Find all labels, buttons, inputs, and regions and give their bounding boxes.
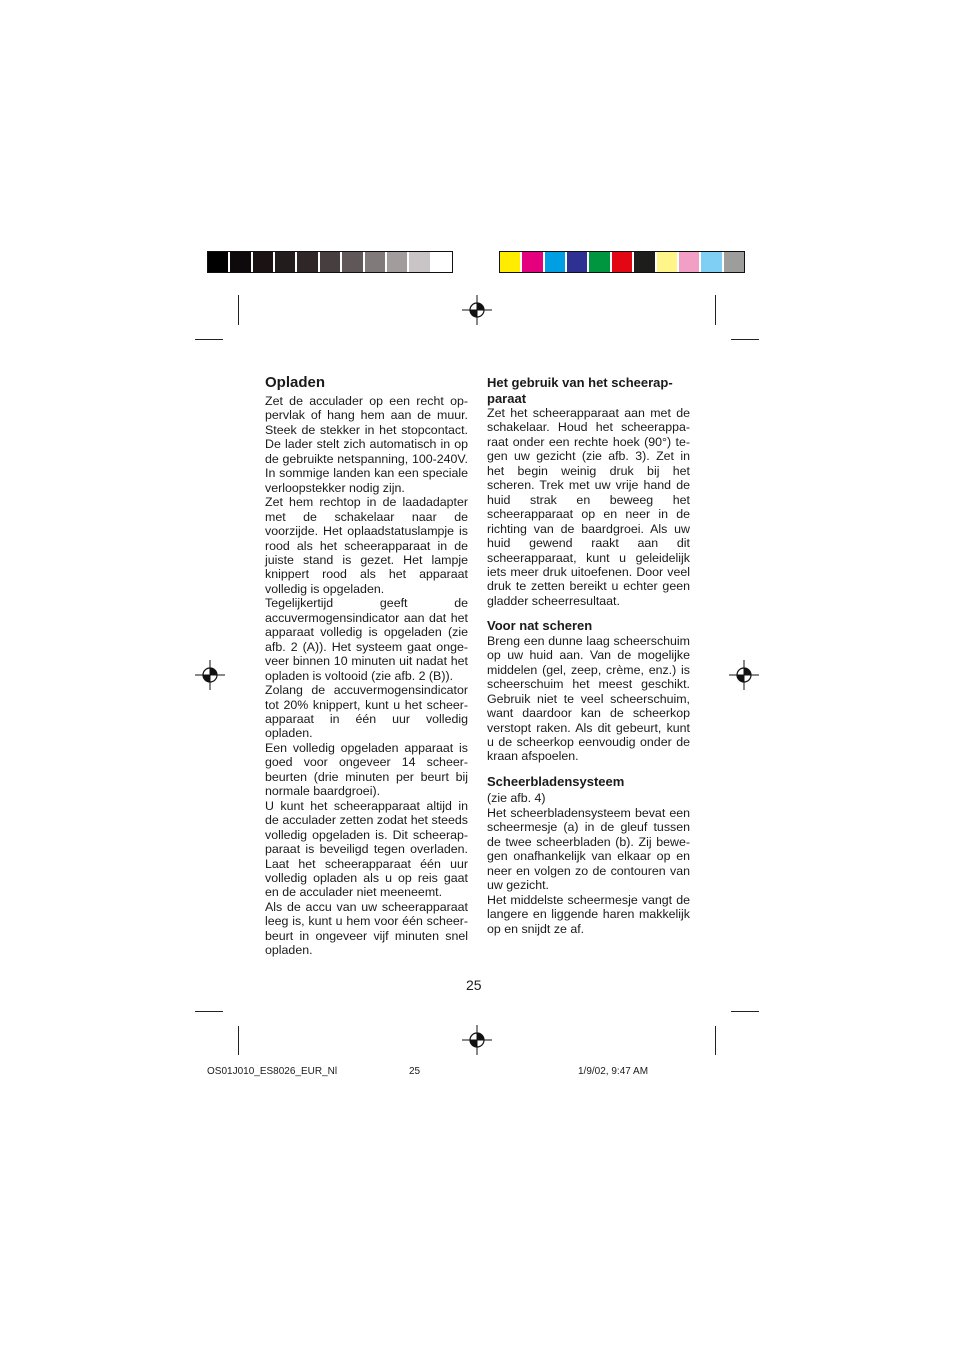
gray-swatch: [432, 252, 452, 272]
section-heading-gebruik: Het gebruik van het scheerap-paraat: [487, 375, 673, 406]
gray-swatch: [342, 252, 364, 272]
color-swatch: [724, 252, 744, 272]
paragraph: U kunt het scheerapparaat altijd in de acculader zetten zodat het steeds volledig opgeladen is. Dit scheerap-paraat is beveiligd tegen overladen. Laat het scheerapparaat één uur volledig opladen als u op reis gaat en de acculader niet meeneemt.: [265, 798, 468, 900]
paragraph: Zet de acculader op een recht op-pervlak of hang hem aan de muur. Steek de stekker in het stopcontact. De lader stelt zich automatisch in op de gebruikte netspanning, 100-240V. In sommige landen kan een speciale verloopstekker nodig zijn.: [265, 394, 468, 495]
footer-datetime: 1/9/02, 9:47 AM: [578, 1066, 649, 1077]
registration-mark-icon: [462, 295, 492, 325]
gray-swatch: [297, 252, 319, 272]
paragraph: Breng een dunne laag scheerschuim op uw huid aan. Van de mogelijke middelen (gel, zeep, crème, enz.) is scheerschuim het meest geschikt. Gebruik niet te veel scheerschuim, want daardoor kan de scheerkop verstopt raken. Als dit gebeurt, kunt u de scheerkop eenvoudig onder de kraan afspoelen.: [487, 633, 690, 764]
paragraph: Als de accu van uw scheerapparaat leeg is, kunt u hem voor één scheer-beurt in ongeveer vijf minuten snel opladen.: [265, 899, 468, 958]
gray-swatch: [275, 252, 297, 272]
crop-mark: [238, 1026, 239, 1055]
gray-swatch: [320, 252, 342, 272]
color-swatch: [522, 252, 544, 272]
color-swatch: [657, 252, 679, 272]
paragraph: Tegelijkertijd geeft de accuvermogensindicator aan dat het apparaat volledig is opgeladen (zie afb. 2 (A)). Het systeem gaat onge-veer binnen 10 minuten uit nadat het opladen is voltooid (zie afb. 2 (B)).: [265, 596, 468, 683]
left-column: [265, 373, 468, 958]
gray-swatch: [208, 252, 230, 272]
color-bar: [499, 251, 745, 273]
color-swatch: [634, 252, 656, 272]
footer-page: 25: [409, 1066, 421, 1077]
color-swatch: [567, 252, 589, 272]
section-heading-nat-scheren: Voor nat scheren: [487, 618, 593, 634]
crop-mark: [195, 339, 223, 340]
gray-swatch: [253, 252, 275, 272]
registration-mark-icon: [462, 1025, 492, 1055]
paragraph: Zet hem rechtop in de laadadapter met de schakelaar naar de voorzijde. Het oplaadstatuslampje is rood als het scheerapparaat in de juiste stand is gezet. Het lampje knippert rood als het apparaat volledig is opgeladen.: [265, 495, 468, 596]
right-column: [487, 373, 690, 936]
color-swatch: [589, 252, 611, 272]
color-swatch: [612, 252, 634, 272]
paragraph: Het middelste scheermesje vangt de langere en liggende haren makkelijk op en snijdt ze af.: [487, 892, 690, 936]
paragraph: Zet het scheerapparaat aan met de schakelaar. Houd het scheerappa-raat onder een rechte hoek (90°) te-gen uw gezicht (zie afb. 3). Zet in het begin weinig druk bij het scheren. Trek met uw vrije hand de huid strak en beweeg het scheerapparaat op en neer in de richting van de baardgroei. Als uw huid gewend raakt aan dit scheerapparaat, kunt u geleidelijk iets meer druk uitoefenen. Door veel druk te zetten bereikt u echter geen gladder scheerresultaat.: [487, 406, 690, 608]
color-swatch: [701, 252, 723, 272]
footer-filename: OS01J010_ES8026_EUR_Nl: [207, 1066, 338, 1077]
paragraph: Zolang de accuvermogensindicator tot 20% knippert, kunt u het scheer-apparaat in één uur volledig opladen.: [265, 683, 468, 741]
paragraph: Het scheerbladensysteem bevat een scheermesje (a) in de gleuf tussen de twee scheerbladen (b). Zij bewe-gen onafhankelijk van elkaar op en neer en volgen zo de contouren van uw gezicht.: [487, 805, 690, 893]
color-swatch: [545, 252, 567, 272]
crop-mark: [195, 1011, 223, 1012]
section-heading-opladen: Opladen: [265, 374, 326, 391]
registration-mark-icon: [195, 660, 225, 690]
gray-swatch: [365, 252, 387, 272]
crop-mark: [238, 295, 239, 325]
grayscale-bar: [207, 251, 453, 273]
paragraph: Een volledig opgeladen apparaat is goed voor ongeveer 14 scheer-beurten (drie minuten per beurt bij normale baardgroei).: [265, 740, 468, 799]
gray-swatch: [409, 252, 431, 272]
crop-mark: [715, 295, 716, 325]
color-swatch: [679, 252, 701, 272]
figure-reference: (zie afb. 4): [487, 791, 546, 806]
gray-swatch: [230, 252, 252, 272]
crop-mark: [731, 339, 759, 340]
crop-mark: [731, 1011, 759, 1012]
section-heading-scheerbladensysteem: Scheerbladensysteem: [487, 773, 625, 789]
gray-swatch: [387, 252, 409, 272]
color-swatch: [500, 252, 522, 272]
crop-mark: [715, 1026, 716, 1055]
registration-mark-icon: [729, 660, 759, 690]
page-number: 25: [466, 977, 482, 993]
